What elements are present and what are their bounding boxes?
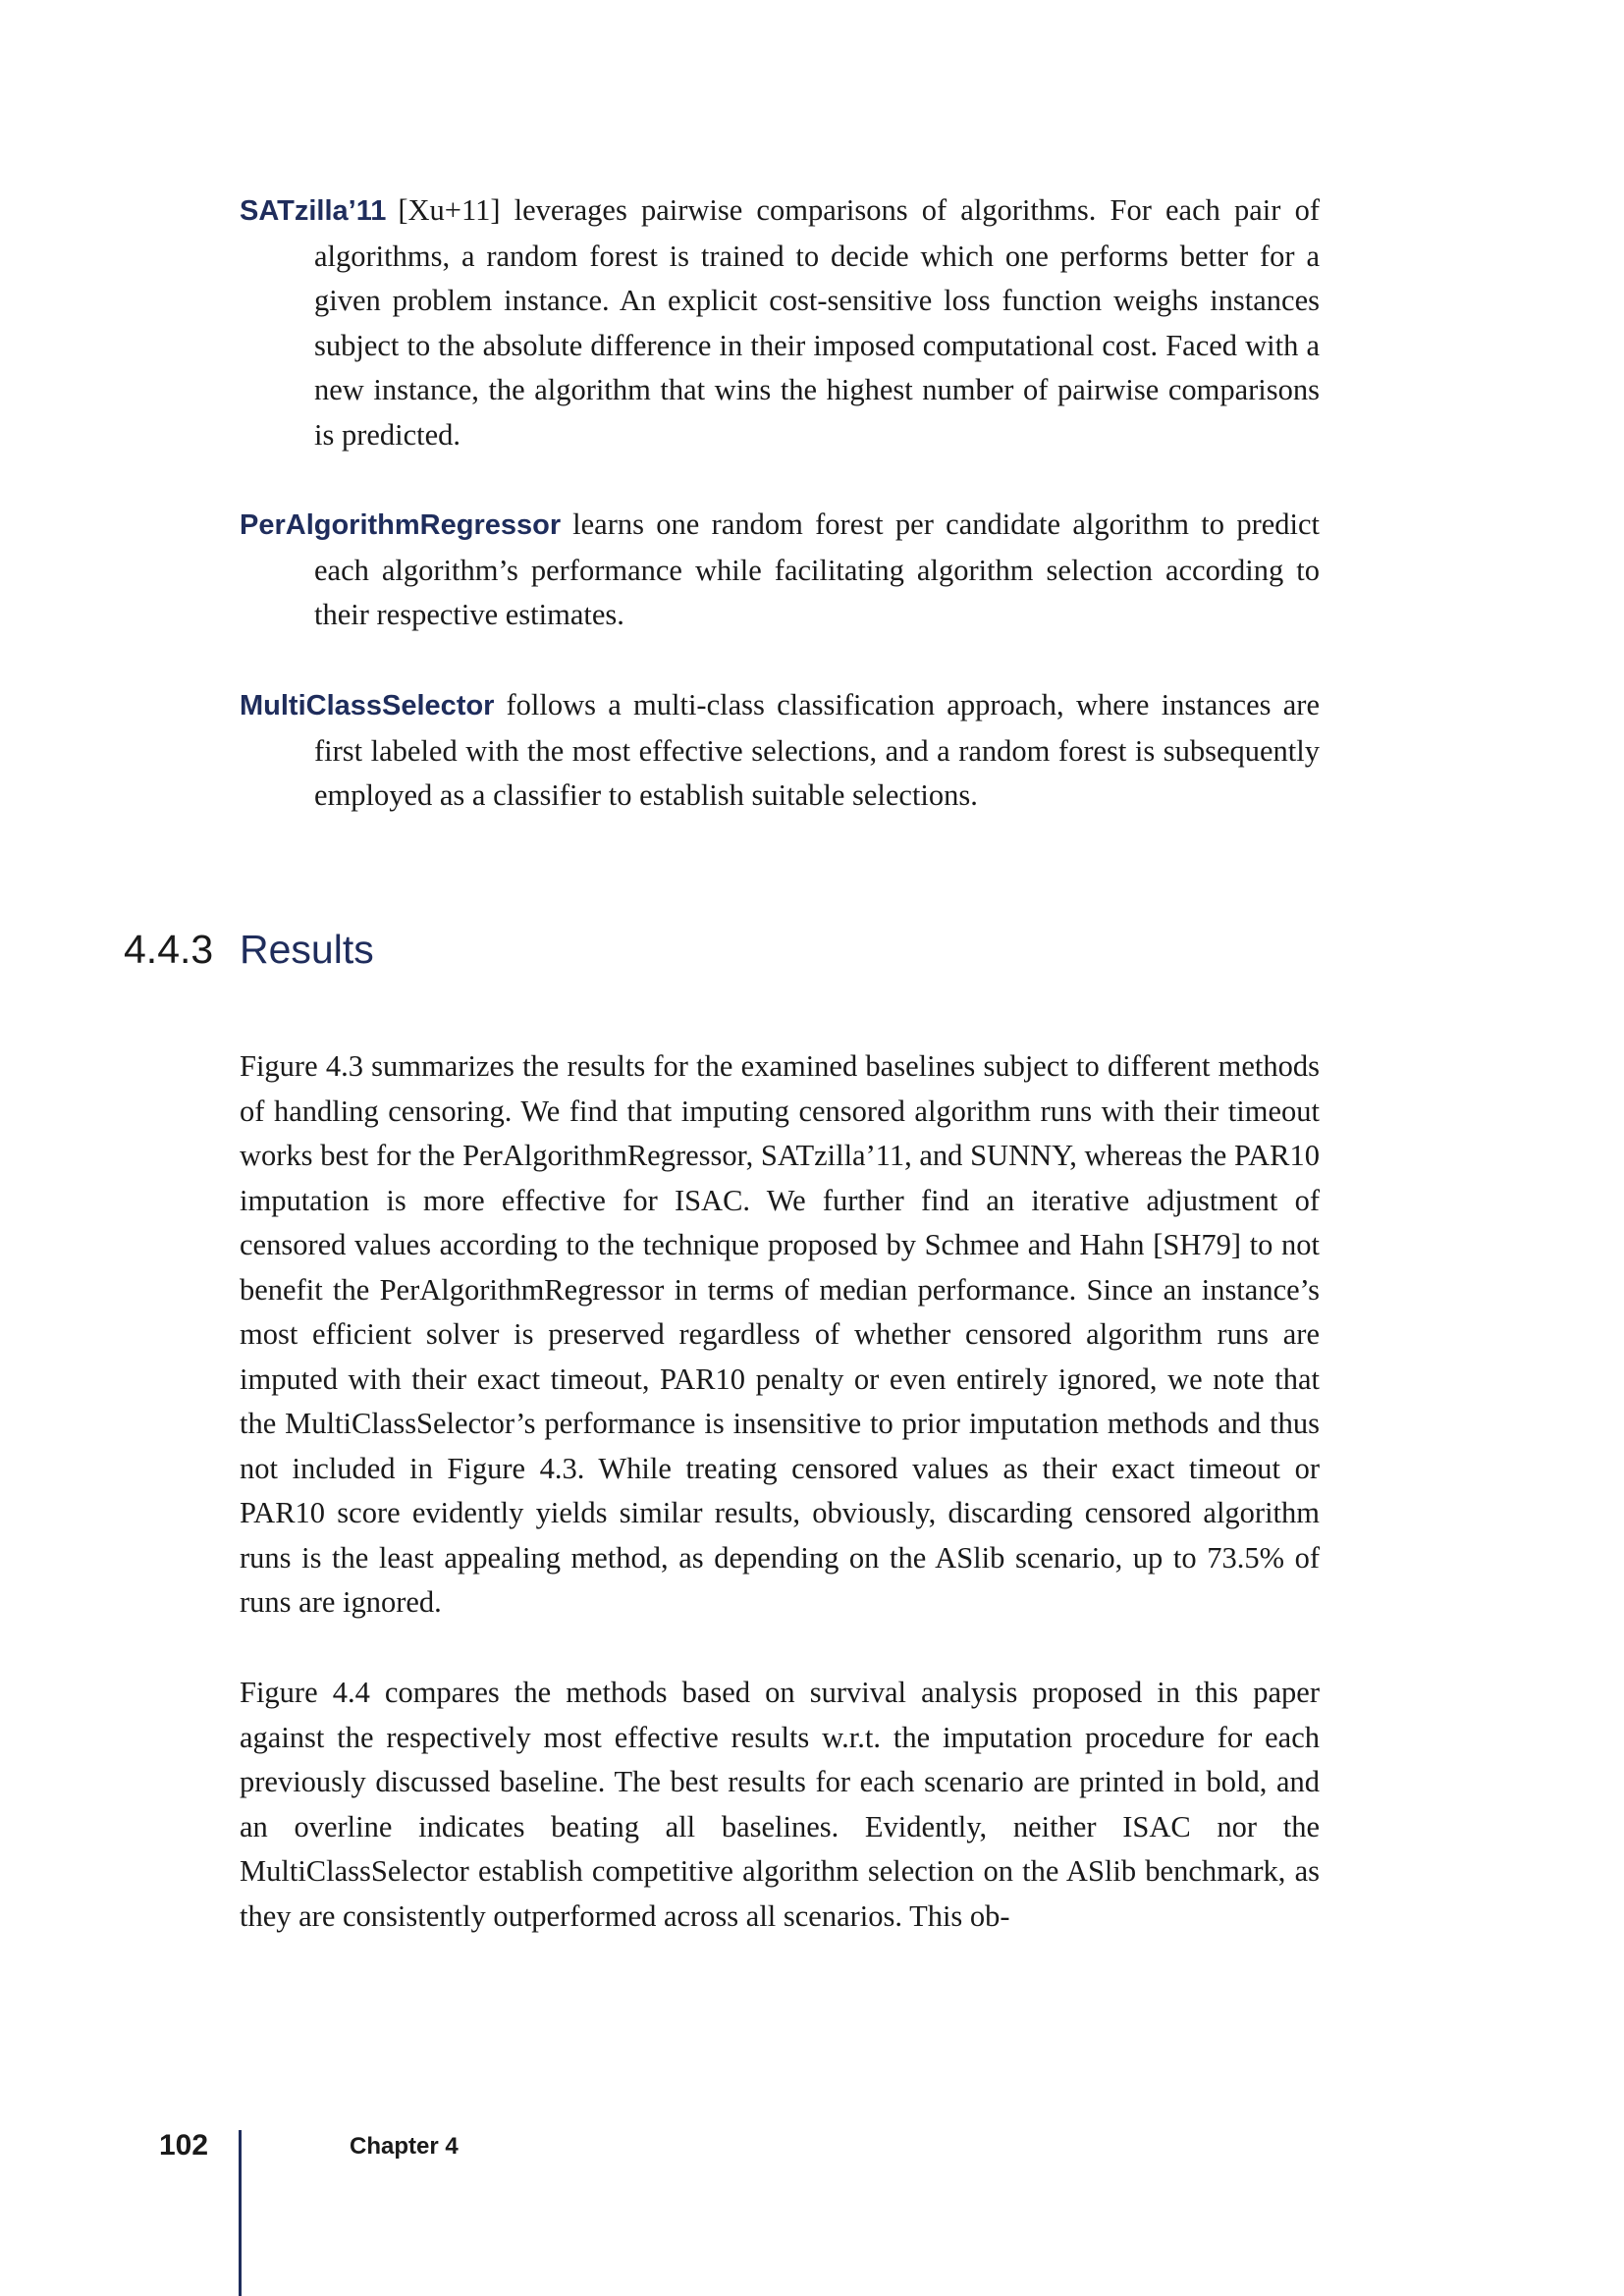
page-number: 102 xyxy=(159,2129,209,2162)
definition-text: [Xu+11] leverages pairwise comparisons of algorithms. For each pair of algorithms, a random forest is trained to decide which one performs better for a given problem instance. An explicit cost-sensitive loss function weighs instances subject to the absolute difference in their imposed computational cost. Faced with a new instance, the algorithm that wins the highest number of pairwise comparisons is predicted. xyxy=(314,193,1320,452)
section-number: 4.4.3 xyxy=(124,927,214,972)
definition-entry-multiclassselector xyxy=(240,683,1320,819)
section-title: Results xyxy=(240,927,374,972)
definition-text: follows a multi-class classification approach, where instances are first labeled with the most effective selections, and a random forest is subsequently employed as a classifier to establish suitable selections. xyxy=(314,688,1320,812)
section-heading xyxy=(124,925,374,974)
footer-divider xyxy=(239,2130,242,2296)
chapter-label: Chapter 4 xyxy=(350,2133,459,2160)
definition-text: learns one random forest per candidate algorithm to predict each algorithm’s performance while facilitating algorithm selection according to their respective estimates. xyxy=(314,507,1320,631)
body-paragraph: Figure 4.3 summarizes the results for the examined baselines subject to different methods of handling censoring. We find that imputing censored algorithm runs with their timeout works best for the PerAlgorithmRegressor, SATzilla’11, and SUNNY, whereas the PAR10 imputation is more effective for ISAC. We further find an iterative adjustment of censored values according to the technique proposed by Schmee and Hahn [SH79] to not benefit the PerAlgorithmRegressor in terms of median performance. Since an instance’s most efficient solver is preserved regardless of whether censored algorithm runs are imputed with their exact timeout, PAR10 penalty or even entirely ignored, we note that the MultiClassSelector’s performance is insensitive to prior imputation methods and thus not included in Figure 4.3. While treating censored values as their exact timeout or PAR10 score evidently yields similar results, obviously, discarding censored algorithm runs is the least appealing method, as depending on the ASlib scenario, up to 73.5% of runs are ignored. xyxy=(240,1049,1320,1619)
definition-entry-peralgorithmregressor xyxy=(240,503,1320,638)
definition-term: SATzilla’11 xyxy=(240,195,387,227)
definition-term: MultiClassSelector xyxy=(240,690,495,721)
definition-term: PerAlgorithmRegressor xyxy=(240,509,562,541)
definition-entry-satzilla xyxy=(240,188,1320,457)
body-paragraph: Figure 4.4 compares the methods based on survival analysis proposed in this paper against the respectively most effective results w.r.t. the imputation procedure for each previously discussed baseline. The best results for each scenario are printed in bold, and an overline indicates beating all baselines. Evidently, neither ISAC nor the MultiClassSelector establish competitive algorithm selection on the ASlib benchmark, as they are consistently outperformed across all scenarios. This ob- xyxy=(240,1676,1320,1933)
